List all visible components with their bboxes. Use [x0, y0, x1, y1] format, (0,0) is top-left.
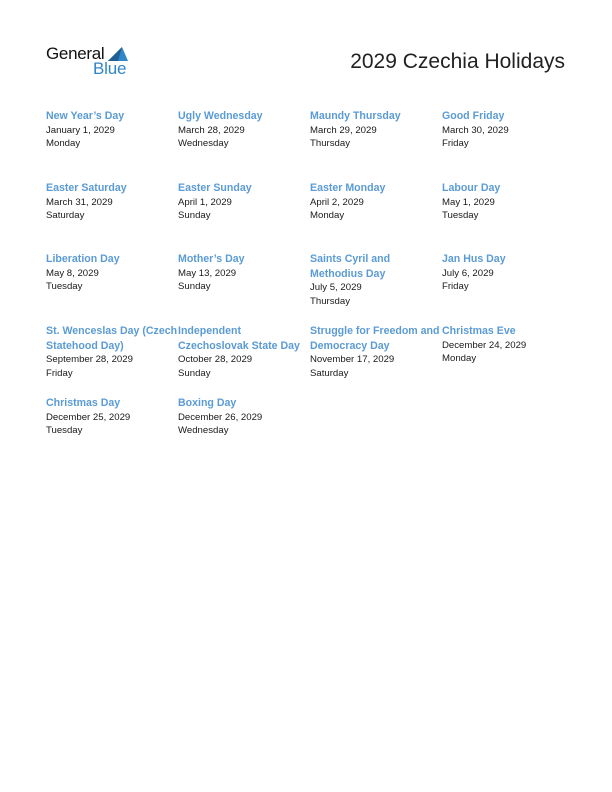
holiday-weekday: Tuesday	[46, 425, 83, 437]
holiday-entry	[46, 109, 178, 181]
holiday-entry	[46, 181, 178, 252]
logo-blue-text: Blue	[93, 59, 127, 78]
holiday-date: December 24, 2029	[442, 339, 527, 351]
holiday-name: Ugly Wednesday	[178, 110, 263, 122]
holiday-date: January 1, 2029	[46, 124, 115, 136]
holiday-entry	[442, 324, 576, 396]
holiday-weekday: Monday	[310, 210, 345, 222]
holiday-name: Easter Monday	[310, 182, 386, 194]
holiday-entry	[442, 252, 576, 324]
holiday-date: July 6, 2029	[442, 267, 494, 279]
holiday-name: Good Friday	[442, 110, 505, 122]
holiday-entry	[178, 396, 310, 456]
holiday-entry	[178, 252, 310, 324]
holiday-weekday: Thursday	[310, 295, 350, 307]
holiday-entry	[442, 109, 576, 181]
holiday-entry	[310, 109, 442, 181]
holiday-grid	[46, 109, 576, 456]
holiday-date: March 31, 2029	[46, 196, 113, 208]
holiday-date: July 5, 2029	[310, 282, 362, 294]
holiday-weekday: Thursday	[310, 138, 350, 150]
holiday-name: Jan Hus Day	[442, 253, 506, 265]
holiday-date: April 1, 2029	[178, 196, 232, 208]
holiday-entry	[46, 396, 178, 456]
holiday-weekday: Wednesday	[178, 138, 229, 150]
logo-general-text: General	[46, 44, 105, 63]
holiday-entry	[46, 252, 178, 324]
holiday-date: September 28, 2029	[46, 354, 133, 366]
holiday-weekday: Saturday	[46, 210, 85, 222]
holiday-weekday: Friday	[442, 281, 469, 293]
holiday-entry	[442, 181, 576, 252]
holiday-date: December 25, 2029	[46, 411, 131, 423]
holiday-entry	[178, 109, 310, 181]
holiday-weekday: Tuesday	[442, 210, 479, 222]
holiday-date: March 28, 2029	[178, 124, 245, 136]
holiday-date: April 2, 2029	[310, 196, 364, 208]
holiday-date: March 29, 2029	[310, 124, 377, 136]
holiday-entry	[46, 324, 178, 396]
holiday-name: Liberation Day	[46, 253, 120, 265]
holiday-weekday: Sunday	[178, 210, 211, 222]
holiday-weekday: Friday	[46, 367, 73, 379]
holiday-name: Easter Saturday	[46, 182, 127, 194]
holiday-date: October 28, 2029	[178, 354, 253, 366]
holiday-date: December 26, 2029	[178, 411, 263, 423]
holiday-entry	[310, 181, 442, 252]
holiday-name: Mother’s Day	[178, 253, 245, 265]
holiday-date: May 1, 2029	[442, 196, 495, 208]
holiday-date: March 30, 2029	[442, 124, 509, 136]
holiday-date: November 17, 2029	[310, 354, 395, 366]
holiday-weekday: Monday	[46, 138, 81, 150]
holiday-name: Boxing Day	[178, 397, 237, 409]
holiday-name: New Year’s Day	[46, 110, 125, 122]
holiday-name: Labour Day	[442, 182, 501, 194]
holiday-name: Independent Czechoslovak State Day	[178, 325, 300, 352]
logo	[46, 44, 136, 78]
holiday-name: Maundy Thursday	[310, 110, 401, 122]
page-title: 2029 Czechia Holidays	[350, 50, 565, 73]
holiday-name: Christmas Eve	[442, 325, 516, 337]
holiday-weekday: Saturday	[310, 367, 349, 379]
holiday-name: Saints Cyril and Methodius Day	[310, 253, 391, 280]
holiday-weekday: Sunday	[178, 367, 211, 379]
holiday-name: Easter Sunday	[178, 182, 252, 194]
holiday-weekday: Friday	[442, 138, 469, 150]
holiday-weekday: Wednesday	[178, 425, 229, 437]
holiday-name: Christmas Day	[46, 397, 121, 409]
holiday-entry	[310, 252, 442, 324]
holiday-weekday: Monday	[442, 353, 477, 365]
holiday-name: St. Wenceslas Day (Czech Statehood Day)	[46, 325, 178, 352]
holiday-date: May 8, 2029	[46, 267, 99, 279]
holiday-entry	[178, 324, 310, 396]
holiday-weekday: Sunday	[178, 281, 211, 293]
holiday-date: May 13, 2029	[178, 267, 237, 279]
holiday-entry	[310, 324, 442, 396]
holiday-entry	[178, 181, 310, 252]
holiday-name: Struggle for Freedom and Democracy Day	[310, 325, 440, 352]
holiday-weekday: Tuesday	[46, 281, 83, 293]
